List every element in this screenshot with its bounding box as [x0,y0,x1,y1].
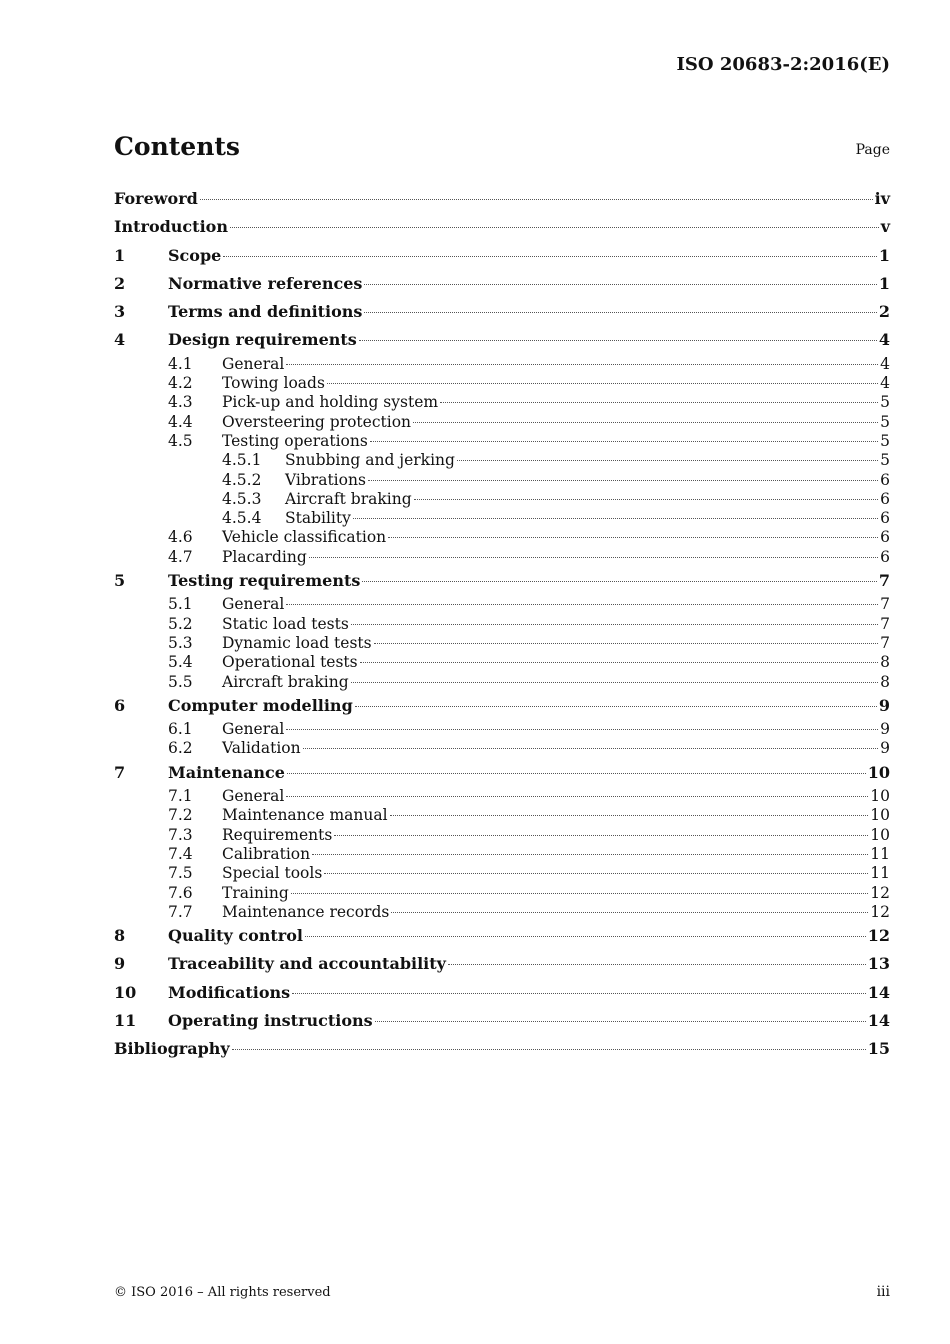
dot-leader [374,643,879,644]
toc-entry[interactable] [114,548,890,567]
toc-entry-number: 1 [114,245,126,265]
toc-entry[interactable] [114,826,890,845]
toc-entry-number: 7.1 [168,787,193,806]
dot-leader [232,1049,866,1050]
toc-entry-page: 9 [878,695,890,715]
toc-entry-page: 5 [880,412,890,431]
dot-leader [327,383,878,384]
toc-entry-number: 7.7 [168,902,193,921]
toc-entry-page: 8 [880,653,890,672]
toc-entry-number: 7.3 [168,825,193,844]
toc-entry[interactable] [114,884,890,903]
toc-entry[interactable] [114,739,890,758]
toc-entry-page: 5 [880,451,890,470]
toc-entry-page: 10 [867,762,890,782]
dot-leader [324,873,868,874]
toc-entry-page: 2 [878,302,890,322]
toc-entry[interactable] [114,567,890,595]
toc-entry-page: 8 [880,672,890,691]
toc-entry-title: Introduction [114,217,228,237]
dot-leader [360,662,879,663]
toc-entry-title: Vehicle classification [222,528,387,547]
toc-entry-number: 5 [114,571,126,591]
toc-entry-number: 5.1 [168,595,193,614]
toc-entry-number: 4.5.3 [222,489,262,508]
toc-entry-title: General [222,595,285,614]
toc-entry-title: Aircraft braking [285,489,412,508]
document-id: ISO 20683-2:2016(E) [676,54,890,75]
dot-leader [440,402,878,403]
toc-entry-title: Vibrations [285,470,366,489]
dot-leader [390,815,869,816]
toc-entry-number: 5.4 [168,653,193,672]
toc-entry[interactable] [114,806,890,825]
dot-leader [457,460,878,461]
toc-entry-page: 12 [867,926,890,946]
toc-entry-page: 11 [870,844,890,863]
toc-entry-title: Foreword [114,189,198,208]
toc-entry-number: 9 [114,954,126,974]
toc-entry[interactable] [114,864,890,883]
toc-entry-title: Normative references [168,273,363,293]
dot-leader [351,624,878,625]
toc-entry-title: Maintenance [168,762,285,782]
toc-entry-title: Aircraft braking [222,672,349,691]
toc-entry-title: Maintenance manual [222,806,388,825]
dot-leader [364,284,876,285]
toc-entry-number: 4.5.1 [222,451,262,470]
dot-leader [334,835,868,836]
toc-entry-title: Validation [222,739,301,758]
dot-leader [286,729,878,730]
dot-leader [353,518,878,519]
toc-entry[interactable] [114,615,890,634]
toc-entry-page: v [880,217,890,237]
dot-leader [286,364,878,365]
toc-entry[interactable] [114,950,890,978]
toc-entry[interactable] [114,213,890,241]
toc-entry[interactable] [114,1007,890,1035]
toc-entry-page: 10 [870,787,890,806]
toc-entry-title: Requirements [222,825,333,844]
dot-leader [312,854,868,855]
toc-entry-number: 11 [114,1010,137,1030]
toc-entry[interactable] [114,471,890,490]
toc-entry-title: Oversteering protection [222,412,412,431]
toc-entry-number: 2 [114,273,126,293]
dot-leader [230,227,879,228]
toc-entry-page: 9 [880,720,890,739]
toc-entry-title: Bibliography [114,1039,230,1059]
toc-entry-title: Snubbing and jerking [285,451,455,470]
dot-leader [303,748,879,749]
toc-entry-page: 7 [880,633,890,652]
dot-leader [368,480,878,481]
toc-entry-title: Training [222,883,289,902]
toc-entry-number: 3 [114,302,126,322]
toc-entry-page: 6 [880,509,890,528]
dot-leader [287,773,866,774]
toc-entry[interactable] [114,432,890,451]
toc-entry-page: 10 [870,806,890,825]
toc-entry-page: 10 [870,825,890,844]
toc-entry-page: 1 [878,245,890,265]
toc-entry-title: Dynamic load tests [222,633,372,652]
toc-entry-title: Computer modelling [168,695,353,715]
dot-leader [286,604,878,605]
toc-entry-number: 4.7 [168,547,193,566]
toc-entry[interactable] [114,326,890,354]
toc-entry-page: 5 [880,393,890,412]
dot-leader [292,993,866,994]
toc-entry-page: 6 [880,489,890,508]
toc-entry[interactable] [114,903,890,922]
toc-entry-number: 4.5.2 [222,470,262,489]
toc-entry-number: 4 [114,330,126,350]
toc-entry[interactable] [114,242,890,270]
toc-entry-page: iv [874,189,890,208]
dot-leader [375,1021,866,1022]
toc-entry-number: 5.5 [168,672,193,691]
toc-entry-number: 5.3 [168,633,193,652]
toc-entry-number: 7.4 [168,844,193,863]
dot-leader [362,581,876,582]
toc-entry[interactable] [114,509,890,528]
toc-entry-number: 4.3 [168,393,193,412]
dot-leader [370,441,878,442]
toc-entry[interactable] [114,393,890,412]
toc-entry[interactable] [114,634,890,653]
toc-entry[interactable] [114,451,890,470]
toc-entry-page: 15 [867,1039,890,1059]
toc-entry-number: 6 [114,695,126,715]
toc-entry-title: Pick-up and holding system [222,393,439,412]
dot-leader [359,340,877,341]
toc-entry-number: 10 [114,982,137,1002]
toc-entry-page: 9 [880,739,890,758]
toc-entry-title: Testing operations [222,431,368,450]
toc-entry[interactable] [114,922,890,950]
toc-entry-number: 8 [114,926,126,946]
toc-entry-number: 7.6 [168,883,193,902]
dot-leader [286,796,868,797]
toc-entry-number: 4.6 [168,528,193,547]
toc-entry-page: 7 [878,571,890,591]
toc-entry-number: 4.4 [168,412,193,431]
toc-entry[interactable] [114,692,890,720]
dot-leader [351,682,879,683]
toc-entry[interactable] [114,413,890,432]
toc-entry[interactable] [114,720,890,739]
toc-entry-page: 7 [880,595,890,614]
toc-entry-title: Testing requirements [168,571,361,591]
toc-entry-title: Modifications [168,982,291,1002]
dot-leader [413,422,878,423]
page-number: iii [876,1284,890,1300]
toc-entry-title: Special tools [222,864,323,883]
toc-entry-number: 4.5.4 [222,509,262,528]
toc-entry-number: 4.2 [168,374,193,393]
toc-entry-title: Calibration [222,844,311,863]
dot-leader [291,893,868,894]
toc-entry-page: 1 [878,273,890,293]
toc-entry[interactable] [114,298,890,326]
toc-entry[interactable] [114,185,890,213]
toc-entry-title: Terms and definitions [168,302,363,322]
toc-entry-title: Static load tests [222,614,349,633]
toc-entry-title: Operating instructions [168,1010,373,1030]
dot-leader [414,499,879,500]
toc-entry-title: Quality control [168,926,303,946]
toc-entry-page: 6 [880,470,890,489]
toc-entry-title: Maintenance records [222,902,390,921]
dot-leader [223,256,877,257]
toc-entry[interactable] [114,490,890,509]
toc-entry[interactable] [114,759,890,787]
toc-entry-page: 4 [880,354,890,373]
toc-entry-title: Design requirements [168,330,357,350]
toc-entry-page: 5 [880,431,890,450]
toc-entry-page: 13 [867,954,890,974]
toc-entry[interactable] [114,528,890,547]
toc-entry-page: 6 [880,547,890,566]
toc-entry[interactable] [114,595,890,614]
toc-entry-title: General [222,354,285,373]
toc-entry-title: Operational tests [222,653,358,672]
table-of-contents [114,185,890,1064]
dot-leader [364,312,876,313]
toc-entry-page: 14 [867,982,890,1002]
toc-entry-page: 12 [870,883,890,902]
page-column-label: Page [855,142,890,158]
toc-entry-title: Towing loads [222,374,325,393]
toc-entry-page: 12 [870,902,890,921]
toc-entry-number: 5.2 [168,614,193,633]
dot-leader [355,706,877,707]
toc-entry-page: 7 [880,614,890,633]
dot-leader [309,557,878,558]
toc-entry[interactable] [114,270,890,298]
toc-entry-title: Traceability and accountability [168,954,446,974]
copyright-notice: © ISO 2016 – All rights reserved [114,1285,331,1300]
toc-entry-title: General [222,787,285,806]
toc-entry[interactable] [114,1035,890,1063]
toc-entry-number: 6.1 [168,720,193,739]
toc-entry-number: 4.1 [168,354,193,373]
toc-entry-title: Placarding [222,547,307,566]
toc-entry-page: 4 [880,374,890,393]
dot-leader [388,537,878,538]
toc-entry[interactable] [114,374,890,393]
dot-leader [200,199,873,200]
toc-entry[interactable] [114,787,890,806]
toc-entry-title: Stability [285,509,351,528]
toc-entry[interactable] [114,845,890,864]
toc-entry-number: 7.2 [168,806,193,825]
toc-entry-page: 4 [878,330,890,350]
toc-entry-number: 6.2 [168,739,193,758]
dot-leader [448,964,866,965]
page-title: Contents [114,132,241,161]
toc-entry[interactable] [114,673,890,692]
dot-leader [305,936,866,937]
toc-entry-number: 7 [114,762,126,782]
toc-entry-page: 14 [867,1010,890,1030]
toc-entry-number: 4.5 [168,431,193,450]
dot-leader [391,912,868,913]
toc-entry-page: 6 [880,528,890,547]
toc-entry-title: Scope [168,245,222,265]
toc-entry[interactable] [114,355,890,374]
toc-entry[interactable] [114,653,890,672]
toc-entry-title: General [222,720,285,739]
toc-entry-number: 7.5 [168,864,193,883]
toc-entry-page: 11 [870,864,890,883]
toc-entry[interactable] [114,979,890,1007]
